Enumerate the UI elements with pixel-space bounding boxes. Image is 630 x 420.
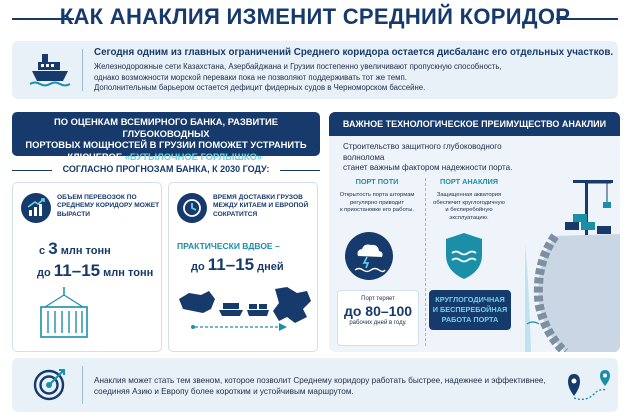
forecast-header bbox=[12, 163, 320, 177]
page-title: КАК АНАКЛИЯ ИЗМЕНИТ СРЕДНИЙ КОРИДОР bbox=[59, 4, 571, 29]
volume-from: с 3 млн тонн bbox=[39, 239, 111, 258]
container-icon bbox=[35, 285, 93, 343]
intro-lead: Сегодня одним из главных ограничений Среднего коридора остается дисбаланс его отдельных участков. bbox=[94, 47, 614, 58]
card-volume bbox=[12, 182, 162, 352]
advantage-lead: Строительство защитного глубоководного волнолома станет важным фактором надежности порта. bbox=[343, 142, 513, 172]
ship-icon bbox=[28, 50, 72, 90]
anaklia-desc: Защищенная акватория обеспечит круглогодичную и бесперебойную эксплуатацию. bbox=[433, 192, 505, 221]
clock-icon bbox=[177, 193, 207, 223]
card-time bbox=[168, 182, 318, 352]
time-note: ПРАКТИЧЕСКИ ВДВОЕ – bbox=[177, 241, 280, 251]
forecast-header-text: СОГЛАСНО ПРОГНОЗАМ БАНКА, К 2030 ГОДУ: bbox=[62, 164, 270, 174]
shield-waves-icon bbox=[443, 231, 485, 281]
poti-desc: Открытость порта штормам регулярно приводит к приостановке его работы. bbox=[339, 192, 415, 214]
time-to: до 11–15 дней bbox=[191, 255, 284, 274]
port-breakwater-icon bbox=[525, 174, 620, 352]
volume-to: до 11–15 млн тонн bbox=[37, 261, 154, 280]
intro-divider bbox=[82, 49, 83, 91]
route-icon bbox=[560, 368, 614, 404]
card-volume-label: ОБЪЕМ ПЕРЕВОЗОК ПО СРЕДНЕМУ КОРИДОРУ МОЖЕТ ВЫРАСТИ bbox=[57, 194, 160, 218]
worldbank-banner: ПО ОЦЕНКАМ ВСЕМИРНОГО БАНКА, РАЗВИТИЕ ГЛУБОКОВОДНЫХ ПОРТОВЫХ МОЩНОСТЕЙ В ГРУЗИИ ПОМОЖЕТ УСТРАНИТЬ КЛЮЧЕВОЕ «БУТЫЛОЧНОЕ ГОРЛЫШКО». bbox=[12, 112, 320, 156]
poti-title: ПОРТ ПОТИ bbox=[355, 177, 399, 186]
year-round-badge: КРУГЛОГОДИЧНАЯ И БЕСПЕРЕБОЙНАЯ РАБОТА ПОРТА bbox=[429, 290, 511, 330]
footer-box bbox=[12, 358, 618, 412]
title-row bbox=[0, 0, 630, 36]
downtime-stat: Порт теряет до 80–100 рабочих дней в году. bbox=[337, 290, 419, 346]
footer-divider bbox=[82, 366, 83, 404]
intro-box bbox=[12, 41, 618, 99]
target-icon bbox=[32, 368, 66, 402]
advantage-header: ВАЖНОЕ ТЕХНОЛОГИЧЕСКОЕ ПРЕИМУЩЕСТВО АНАКЛИИ bbox=[329, 112, 620, 136]
anaklia-title: ПОРТ АНАКЛИЯ bbox=[439, 177, 499, 186]
advantage-panel bbox=[329, 112, 620, 352]
card-time-label: ВРЕМЯ ДОСТАВКИ ГРУЗОВ МЕЖДУ КИТАЕМ И ЕВРОПОЙ СОКРАТИТСЯ bbox=[213, 194, 309, 218]
bottleneck-highlight: «БУТЫЛОЧНОЕ ГОРЛЫШКО» bbox=[124, 150, 263, 162]
footer-text: Анаклия может стать тем звеном, которое позволит Среднему коридору работать быстрее, надежнее и эффективнее, соединяя Азию и Европу более коротким и устойчивым маршрутом. bbox=[94, 376, 546, 396]
growth-chart-icon bbox=[21, 193, 51, 223]
column-divider bbox=[425, 178, 426, 346]
intro-text: Железнодорожные сети Казахстана, Азербайджана и Грузии постепенно увеличивают пропускную способность, однако возможности морской переваки пока не позволяют поддерживать тот же темп. Дополнительным барьером остается дефицит фидерных судов в Черноморском бассейне. bbox=[94, 62, 502, 92]
china-europe-map-icon bbox=[175, 283, 315, 343]
storm-icon bbox=[345, 232, 393, 280]
downtime-value: до 80–100 bbox=[343, 303, 413, 319]
